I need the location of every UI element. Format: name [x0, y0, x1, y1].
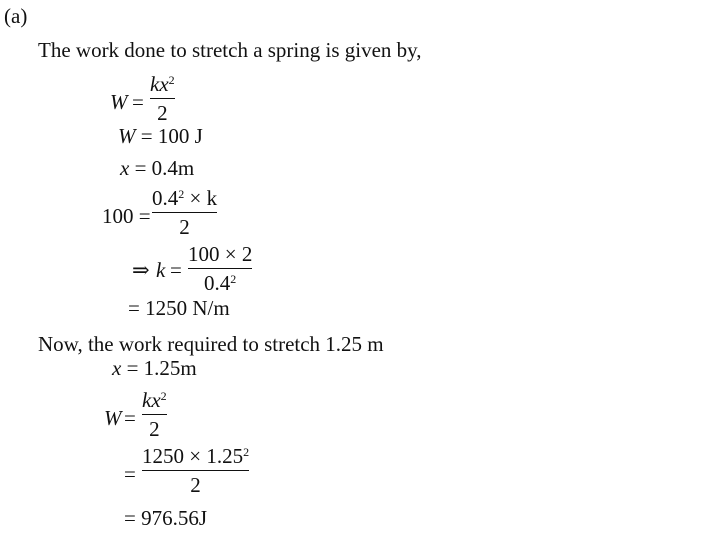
equation-work-result: = 976.56J: [124, 506, 208, 530]
intro-text: The work done to stretch a spring is given by,: [38, 38, 422, 62]
part-label: (a): [4, 4, 28, 28]
equation-x-value: x = 0.4m: [120, 156, 195, 180]
equation-work-value: W = 100 J: [118, 124, 203, 148]
equation-k-result: = 1250 N/m: [128, 296, 230, 320]
equation-x-new: x = 1.25m: [112, 356, 197, 380]
transition-text: Now, the work required to stretch 1.25 m: [38, 332, 384, 356]
